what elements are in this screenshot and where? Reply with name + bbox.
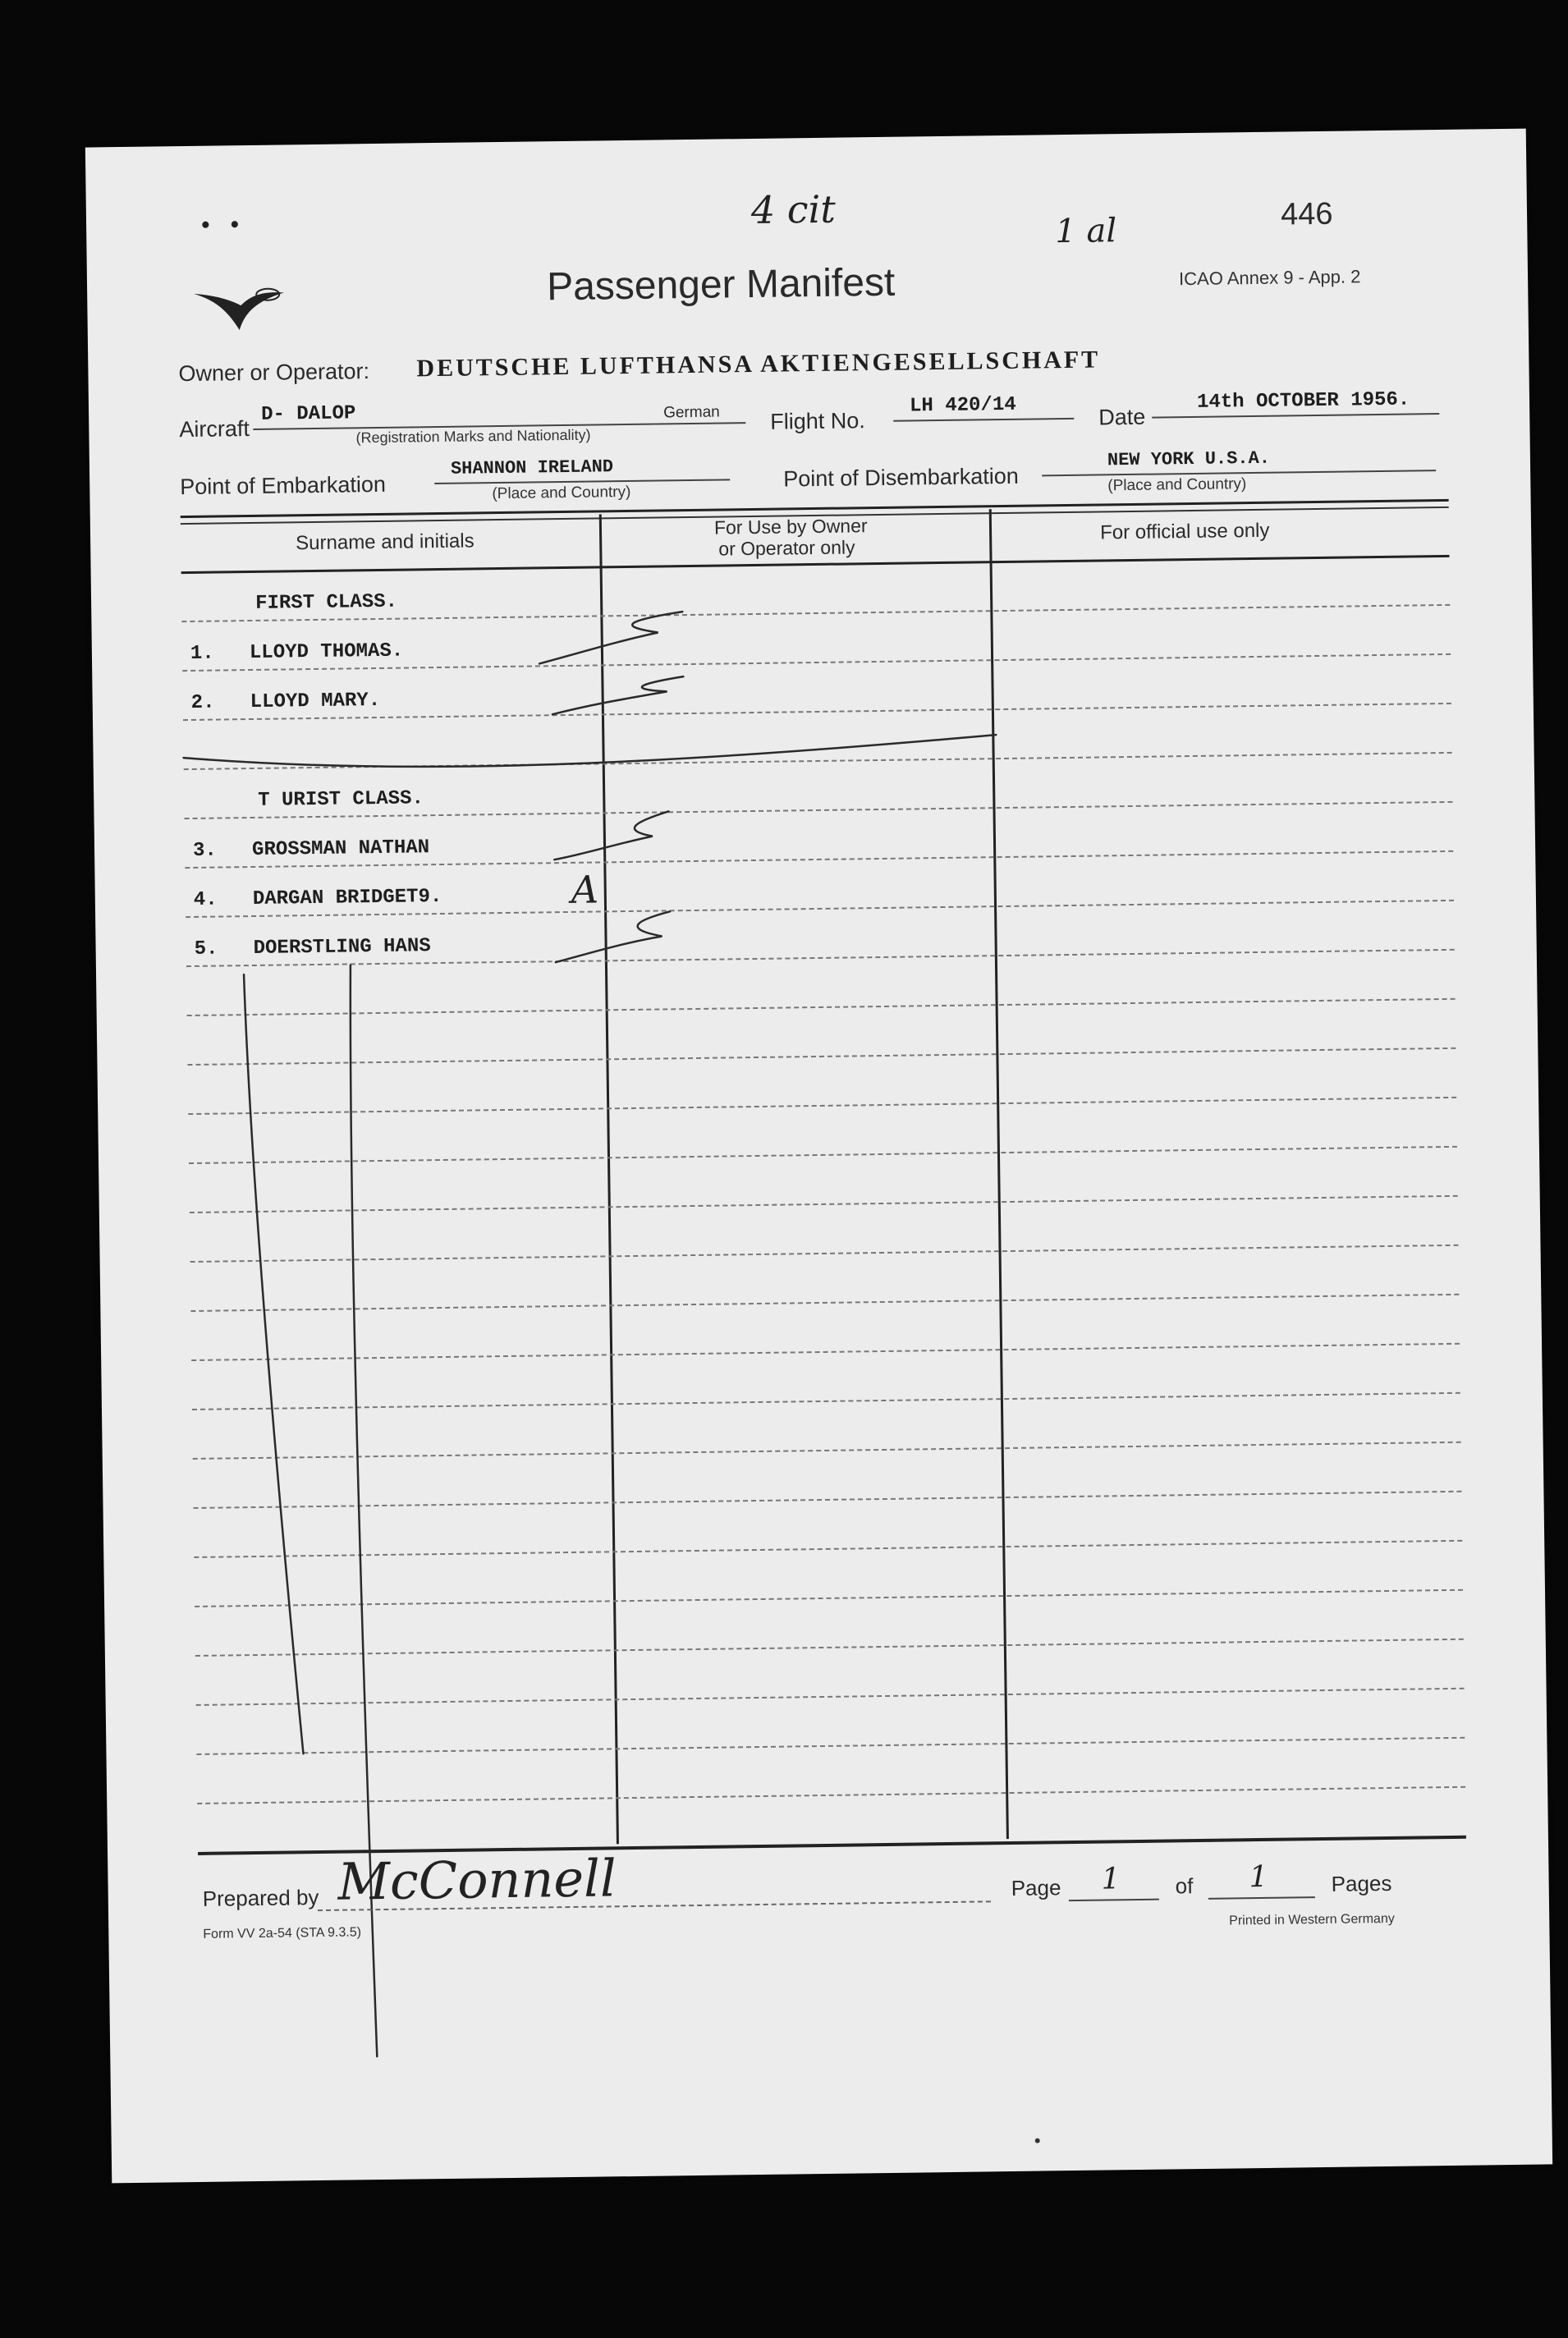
document-title: Passenger Manifest <box>546 260 896 309</box>
list-item: 1. LLOYD THOMAS. <box>190 640 404 665</box>
list-item: 5. DOERSTLING HANS <box>194 935 431 960</box>
preparer-signature: McConnell <box>337 1848 617 1912</box>
embarkation-value: SHANNON IRELAND <box>450 456 614 479</box>
pages-label: Pages <box>1331 1870 1392 1896</box>
corner-dots: • • <box>200 211 240 239</box>
flight-number: LH 420/14 <box>909 393 1016 418</box>
nationality-value: German <box>663 403 720 422</box>
flight-label: Flight No. <box>770 408 866 434</box>
prepared-by-label: Prepared by <box>202 1885 319 1911</box>
of-value: 1 <box>1249 1859 1268 1895</box>
list-item: 4. DARGAN BRIDGET9. <box>193 885 442 911</box>
speck <box>1035 2139 1040 2143</box>
column-header-owner-use-1: For Use by Owner <box>713 515 868 539</box>
of-label: of <box>1175 1873 1194 1899</box>
list-item: T URIST CLASS. <box>258 787 424 812</box>
aircraft-value: D- DALOP <box>260 402 356 426</box>
handwritten-note-top: 4 cit <box>750 186 837 232</box>
form-reference: Form VV 2a-54 (STA 9.3.5) <box>203 1925 362 1941</box>
column-header-owner-use-2: or Operator only <box>718 536 855 560</box>
aircraft-sublabel: (Registration Marks and Nationality) <box>355 426 591 447</box>
list-item: 3. GROSSMAN NATHAN <box>192 837 430 862</box>
disembarkation-sublabel: (Place and Country) <box>1107 475 1247 495</box>
disembarkation-value: NEW YORK U.S.A. <box>1107 447 1271 471</box>
page-number: 446 <box>1280 196 1333 232</box>
date-value: 14th OCTOBER 1956. <box>1196 388 1410 414</box>
embarkation-sublabel: (Place and Country) <box>492 483 631 503</box>
list-item: 2. LLOYD MARY. <box>190 689 381 714</box>
handwritten-note-top2: 1 al <box>1054 212 1117 251</box>
date-label: Date <box>1098 404 1146 430</box>
owner-label: Owner or Operator: <box>178 359 370 387</box>
page-label: Page <box>1011 1875 1061 1901</box>
column-header-official-use: For official use only <box>1099 519 1270 544</box>
page-value: 1 <box>1101 1862 1121 1896</box>
icao-reference: ICAO Annex 9 - App. 2 <box>1178 266 1361 290</box>
owner-value: DEUTSCHE LUFTHANSA AKTIENGESELLSCHAFT <box>416 346 1101 383</box>
list-item: FIRST CLASS. <box>254 590 398 615</box>
embarkation-label: Point of Embarkation <box>180 471 387 500</box>
column-header-surname: Surname and initials <box>296 529 475 555</box>
printed-in-note: Printed in Western Germany <box>1229 1911 1395 1928</box>
manifest-sheet <box>85 129 1552 2184</box>
aircraft-label: Aircraft <box>179 416 250 442</box>
disembarkation-label: Point of Disembarkation <box>783 463 1020 492</box>
handwritten-mark-a: A <box>571 867 599 912</box>
